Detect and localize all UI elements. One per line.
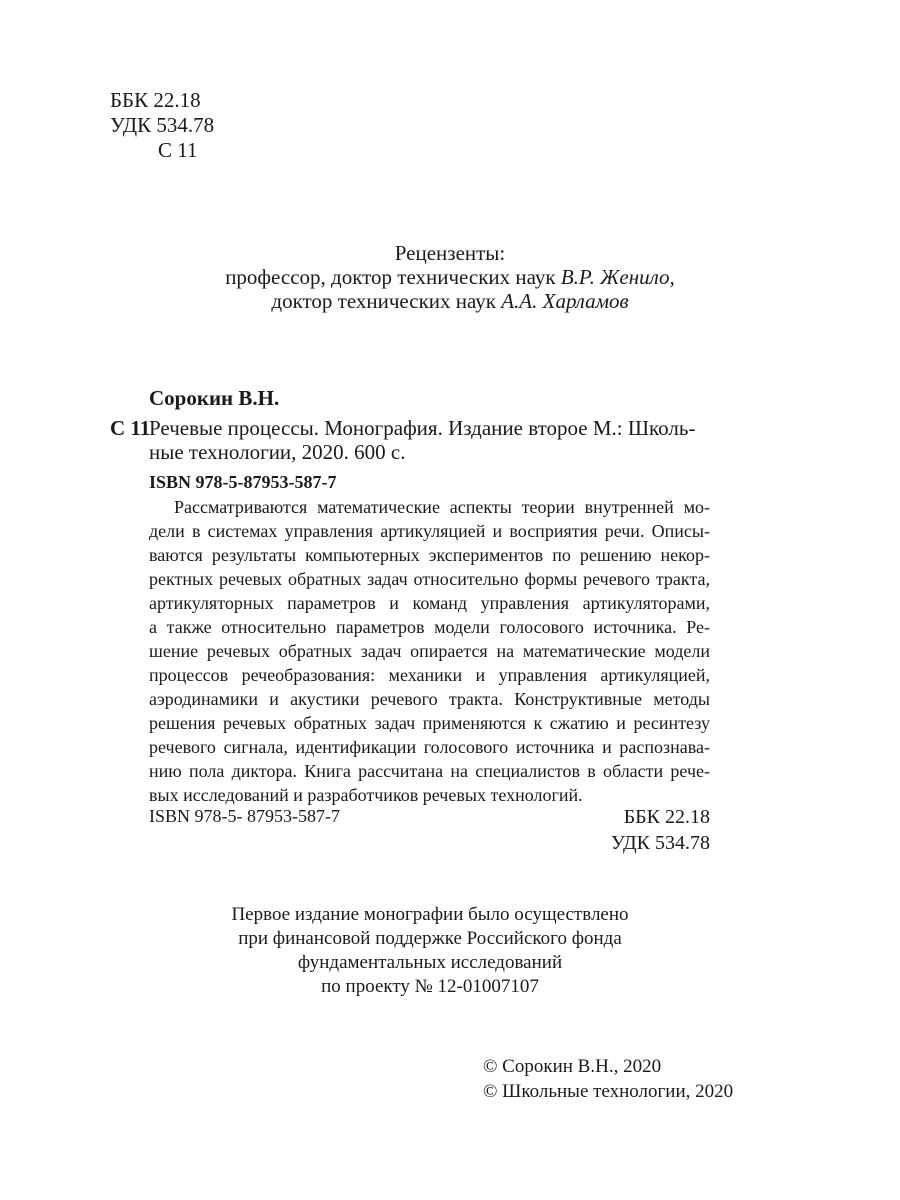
udk-code: УДК 534.78: [110, 113, 215, 137]
copyright-block: [483, 1054, 803, 1104]
reviewer-1-name: В.Р. Женило,: [560, 265, 675, 289]
reviewer-1-title: профессор, доктор технических наук: [225, 265, 556, 289]
description-line: ные технологии, 2020. 600 с.: [149, 440, 406, 464]
reviewers-block: [100, 241, 800, 313]
catalog-code: С 11: [110, 416, 151, 440]
annotation-line: решения речевых обратных задач применяются к сжатию и ресинтезу: [149, 713, 710, 733]
classification-codes: [110, 88, 310, 163]
funding-line: при финансовой поддержке Российского фонда: [238, 928, 622, 949]
funding-note: [130, 903, 730, 999]
catalog-isbn: ISBN 978-5-87953-587-7: [149, 472, 337, 492]
catalog-author: Сорокин В.Н.: [149, 386, 280, 410]
bottom-bbk: ББК 22.18: [623, 806, 710, 828]
funding-line: фундаментальных исследований: [297, 952, 563, 973]
reviewer-1: [100, 265, 800, 289]
catalog-description: [149, 416, 710, 464]
reviewer-2-name: А.А. Харламов: [501, 289, 629, 313]
bbk-code: ББК 22.18: [110, 88, 201, 112]
reviewers-heading: Рецензенты:: [394, 241, 506, 265]
bottom-udk: УДК 534.78: [610, 832, 710, 854]
copyright-publisher: © Школьные технологии, 2020: [483, 1081, 734, 1102]
description-line: Речевые процессы. Монография. Издание второе М.: Школь-: [149, 416, 696, 440]
annotation-line: аэродинамики и акустики речевого тракта. Конструктивные методы: [149, 689, 710, 709]
copyright-author: © Сорокин В.Н., 2020: [483, 1056, 662, 1077]
reviewer-2-title: доктор технических наук: [271, 289, 496, 313]
annotation-line: вых исследований и разработчиков речевых технологий.: [149, 785, 583, 805]
annotation-line: ваются результаты компьютерных экспериментов по решению некор-: [149, 545, 710, 565]
annotation-line: процессов речеобразования: механики и управления артикуляцией,: [149, 665, 710, 685]
annotation-line: речевого сигнала, идентификации голосового источника и распознава-: [149, 737, 710, 757]
reviewer-2: [100, 289, 800, 313]
funding-line: Первое издание монографии было осуществлено: [231, 904, 629, 925]
annotation-line: Рассматриваются математические аспекты теории внутренней мо-: [174, 497, 710, 517]
bottom-isbn: ISBN 978-5- 87953-587-7: [149, 806, 340, 826]
annotation-line: ректных речевых обратных задач относительно формы речевого тракта,: [149, 569, 710, 589]
annotation-line: а также относительно параметров модели голосового источника. Ре-: [149, 617, 710, 637]
author-mark: С 11: [158, 138, 198, 162]
annotation-line: артикуляторных параметров и команд управления артикуляторами,: [149, 593, 710, 613]
annotation-line: нию пола диктора. Книга рассчитана на специалистов в области рече-: [149, 761, 710, 781]
annotation: [149, 495, 710, 807]
annotation-line: шение речевых обратных задач опирается на математические модели: [149, 641, 710, 661]
annotation-line: дели в системах управления артикуляцией и восприятия речи. Описы-: [149, 521, 710, 541]
bottom-classification: [560, 804, 710, 856]
funding-line: по проекту № 12-01007107: [321, 976, 539, 997]
